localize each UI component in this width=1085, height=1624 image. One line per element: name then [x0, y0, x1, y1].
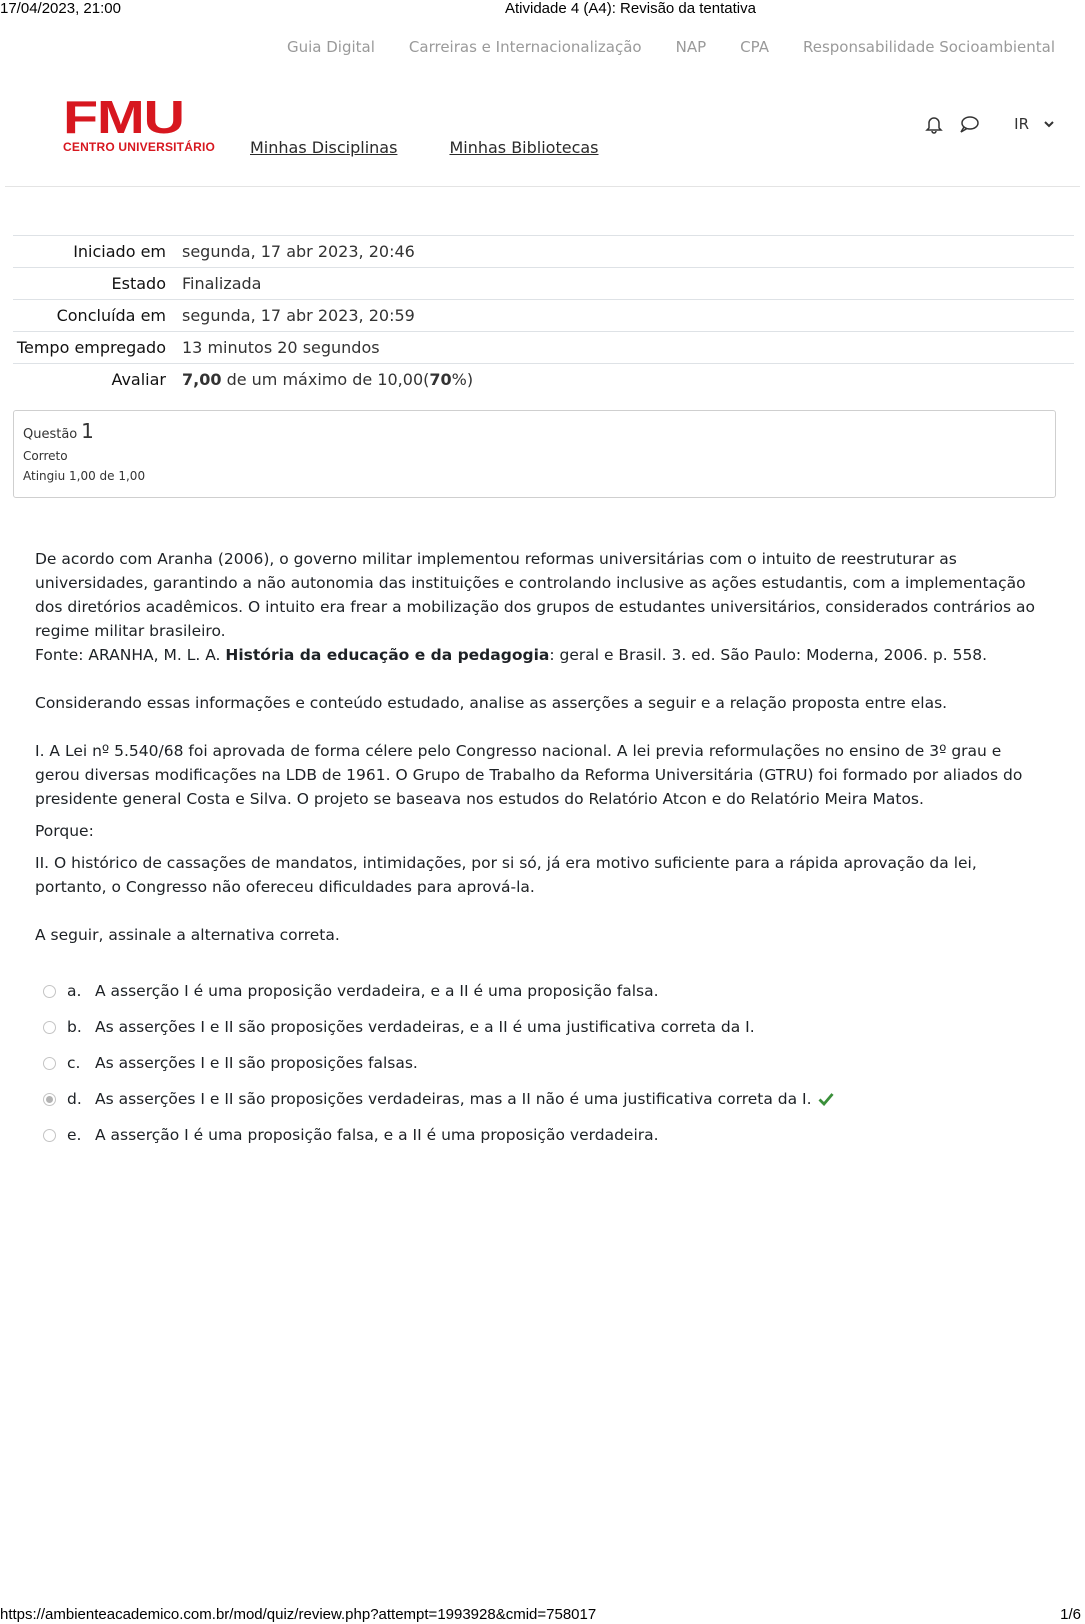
question-text [35, 547, 1045, 947]
grade-mid: de um máximo de 10,00( [221, 370, 430, 389]
summary-row-completed [13, 300, 1074, 332]
print-footer [0, 1606, 1085, 1624]
answer-text: As asserções I e II são proposições verdadeiras, e a II é uma justificativa correta da I. [95, 1018, 755, 1036]
summary-row-state [13, 268, 1074, 300]
summary-row-time [13, 332, 1074, 364]
main-nav [250, 138, 599, 157]
answer-option-e[interactable]: e. A asserção I é uma proposição falsa, e a II é uma proposição verdadeira. [43, 1117, 834, 1153]
chat-icon[interactable] [958, 114, 980, 134]
print-header [0, 0, 1085, 18]
started-label: Iniciado em [13, 236, 180, 268]
answer-list [43, 973, 834, 1153]
logo-main: FMU [63, 91, 184, 143]
radio-button[interactable] [43, 1021, 56, 1034]
question-source: Fonte: ARANHA, M. L. A. História da educação e da pedagogia: geral e Brasil. 3. ed. São Paulo: Moderna, 2006. p. 558. [35, 646, 988, 664]
chevron-down-icon[interactable] [1043, 119, 1055, 129]
answer-text: As asserções I e II são proposições verdadeiras, mas a II não é uma justificativa correta da I. [95, 1090, 812, 1108]
answer-instruction: A seguir, assinale a alternativa correta. [35, 926, 340, 944]
summary-row-started [13, 236, 1074, 268]
user-bar [924, 114, 1055, 134]
answer-text: A asserção I é uma proposição verdadeira, e a II é uma proposição falsa. [95, 982, 659, 1000]
attempt-summary [13, 235, 1074, 395]
question-paragraph: De acordo com Aranha (2006), o governo militar implementou reformas universitárias com o intuito de reestruturar as universidades, garantindo a não autonomia das instituições e controlando inclusive as ações estudantis, com a implementação dos diretórios acadêmicos. O intuito era frear a mobilização dos grupos de estudantes universitários, considerados contrários ao regime militar brasileiro. [35, 550, 1035, 640]
user-initials[interactable]: IR [1014, 115, 1029, 133]
radio-button[interactable] [43, 985, 56, 998]
answer-option-c[interactable]: c. As asserções I e II são proposições falsas. [43, 1045, 834, 1081]
assertion-2: II. O histórico de cassações de mandatos, intimidações, por si só, já era motivo suficiente para a rápida aprovação da lei, portanto, o Congresso não ofereceu dificuldades para aprová-la. [35, 854, 977, 896]
state-value: Finalizada [180, 268, 1074, 300]
toplink-responsabilidade[interactable]: Responsabilidade Socioambiental [802, 38, 1055, 56]
state-label: Estado [13, 268, 180, 300]
print-page-title: Atividade 4 (A4): Revisão da tentativa [505, 0, 756, 17]
logo-sub: CENTRO UNIVERSITÁRIO [63, 140, 216, 154]
question-mark: Atingiu 1,00 de 1,00 [23, 469, 146, 483]
completed-label: Concluída em [13, 300, 180, 332]
grade-label: Avaliar [13, 364, 180, 396]
toplink-carreiras[interactable]: Carreiras e Internacionalização [408, 38, 642, 56]
answer-option-a[interactable]: a. A asserção I é uma proposição verdadeira, e a II é uma proposição falsa. [43, 973, 834, 1009]
time-label: Tempo empregado [13, 332, 180, 364]
bell-icon[interactable] [924, 114, 944, 134]
grade-percent: 70 [429, 370, 452, 389]
question-number: Questão 1 [23, 419, 94, 443]
print-page-number: 1/6 [1060, 1606, 1081, 1623]
print-url: https://ambienteacademico.com.br/mod/quiz/review.php?attempt=1993928&cmid=758017 [0, 1606, 597, 1623]
nav-minhas-bibliotecas[interactable]: Minhas Bibliotecas [449, 138, 599, 157]
answer-text: As asserções I e II são proposições falsas. [95, 1054, 418, 1072]
top-links [287, 38, 1055, 56]
answer-option-b[interactable]: b. As asserções I e II são proposições verdadeiras, e a II é uma justificativa correta da I. [43, 1009, 834, 1045]
header-divider [5, 186, 1080, 187]
nav-minhas-disciplinas[interactable]: Minhas Disciplinas [250, 138, 398, 157]
radio-button[interactable] [43, 1129, 56, 1142]
radio-button-selected[interactable] [43, 1093, 56, 1106]
answer-text: A asserção I é uma proposição falsa, e a II é uma proposição verdadeira. [95, 1126, 659, 1144]
toplink-nap[interactable]: NAP [675, 38, 707, 56]
toplink-guia-digital[interactable]: Guia Digital [287, 38, 375, 56]
grade-score: 7,00 [182, 370, 222, 389]
assertion-1: I. A Lei nº 5.540/68 foi aprovada de forma célere pelo Congresso nacional. A lei previa reformulações no ensino de 3º grau e gerou diversas modificações na LDB de 1961. O Grupo de Trabalho da Reforma Universitária (GTRU) foi formado por aliados do presidente general Costa e Silva. O projeto se baseava nos estudos do Relatório Atcon e do Relatório Meira Matos. [35, 742, 1023, 808]
radio-button[interactable] [43, 1057, 56, 1070]
source-title: História da educação e da pedagogia [225, 646, 550, 664]
time-value: 13 minutos 20 segundos [180, 332, 1074, 364]
print-datetime: 17/04/2023, 21:00 [0, 0, 121, 17]
toplink-cpa[interactable]: CPA [740, 38, 769, 56]
summary-row-grade [13, 364, 1074, 396]
completed-value: segunda, 17 abr 2023, 20:59 [180, 300, 1074, 332]
grade-value [180, 364, 1074, 396]
check-icon [818, 1092, 834, 1106]
question-prompt: Considerando essas informações e conteúdo estudado, analise as asserções a seguir e a relação proposta entre elas. [35, 694, 948, 712]
question-status: Correto [23, 449, 68, 463]
question-info-box [13, 410, 1056, 498]
fmu-logo[interactable] [63, 91, 216, 154]
answer-option-d[interactable]: d. As asserções I e II são proposições verdadeiras, mas a II não é uma justificativa correta da I. [43, 1081, 834, 1117]
started-value: segunda, 17 abr 2023, 20:46 [180, 236, 1074, 268]
grade-end: %) [451, 370, 474, 389]
porque-label: Porque: [35, 822, 94, 840]
